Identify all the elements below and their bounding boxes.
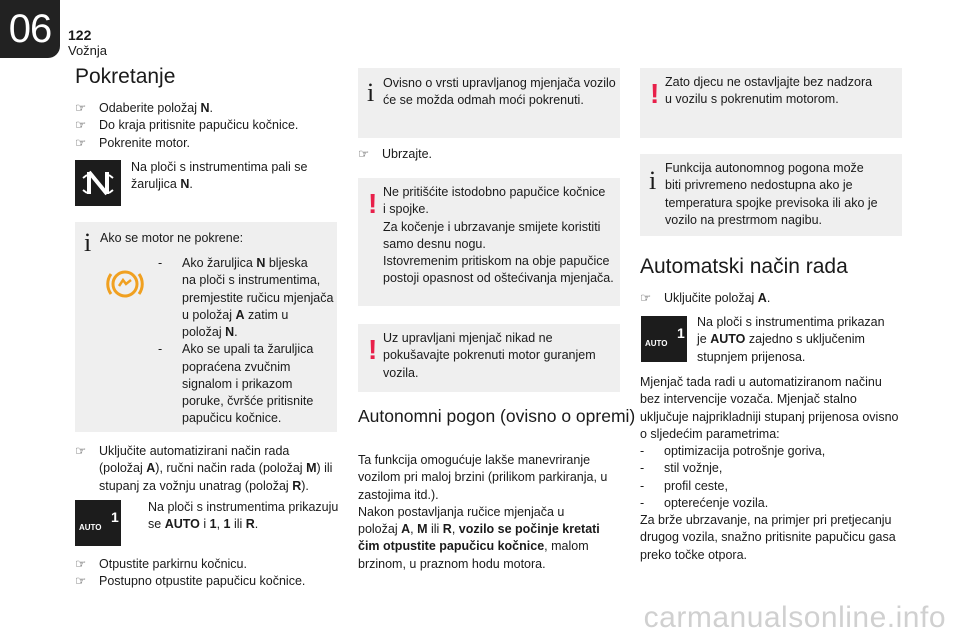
- hand-icon: ☞: [75, 574, 87, 589]
- hand-icon: ☞: [75, 118, 87, 133]
- hand-icon: ☞: [75, 444, 87, 458]
- automatic-mode-title: Automatski način rada: [640, 255, 848, 278]
- auto-mode-step: ☞ Uključite automatizirani način rada (položaj A), ručni način rada (položaj M) ili stupanj za vožnju unatrag (položaj R).: [75, 444, 333, 493]
- info-icon: i: [84, 228, 92, 257]
- auto-lamp-text: Na ploči s instrumentima prikazuju se AUTO i 1, 1 ili R.: [148, 500, 339, 532]
- step-select-n: ☞ Odaberite položaj N.: [75, 100, 345, 117]
- info-items: [158, 255, 336, 428]
- param-item: - profil ceste,: [640, 478, 728, 493]
- automatic-lamp-text: Na ploči s instrumentima prikazan je AUTO zajedno s uključenim stupnjem prijenosa.: [697, 315, 885, 364]
- param-item: - opterećenje vozila.: [640, 495, 769, 510]
- n-lamp-icon: [75, 160, 121, 206]
- children-warning-box: ! Zato djecu ne ostavljajte bez nadzora u vozilu s pokrenutim motorom.: [640, 68, 902, 138]
- section-name: Vožnja: [68, 43, 108, 58]
- param-item: - stil vožnje,: [640, 461, 723, 476]
- gearbox-warning-icon: [105, 264, 145, 304]
- info-icon: i: [367, 78, 375, 107]
- hand-icon: ☞: [358, 147, 370, 161]
- final-steps: ☞ Otpustite parkirnu kočnicu. ☞ Postupno otpustite papučicu kočnice.: [75, 556, 345, 591]
- start-steps: [75, 100, 345, 152]
- hand-icon: ☞: [75, 135, 87, 150]
- autonomous-unavailable-info-box: i Funkcija autonomnog pogona može biti privremeno nedostupna ako je temperatura spojke previsoka ili ako je vozilo na prestrmom nagibu.: [640, 154, 902, 236]
- hand-icon: ☞: [640, 291, 652, 305]
- auto-lamp-icon: AUTO 1: [641, 316, 687, 362]
- warning-icon: !: [368, 188, 378, 219]
- info-box-title: Ako se motor ne pokrene:: [100, 231, 244, 245]
- push-start-warning-box: ! Uz upravljani mjenjač nikad ne pokušavajte pokrenuti motor guranjem vozila.: [358, 324, 620, 392]
- automatic-mode-step: ☞ Uključite položaj A.: [640, 290, 902, 307]
- step-press-brake: ☞ Do kraja pritisnite papučicu kočnice.: [75, 117, 345, 134]
- step-start-engine: ☞ Pokrenite motor.: [75, 135, 345, 152]
- warning-icon: !: [650, 78, 660, 109]
- gearbox-type-info-box: i Ovisno o vrsti upravljanog mjenjača vozilo će se možda odmah moći pokrenuti.: [358, 68, 620, 138]
- info-icon: i: [649, 166, 657, 195]
- engine-not-start-box: [75, 222, 337, 432]
- watermark: carmanualsonline.info: [643, 600, 946, 634]
- page-title: Pokretanje: [75, 65, 176, 88]
- param-item: - optimizacija potrošnje goriva,: [640, 444, 826, 458]
- auto-lamp-icon: AUTO 1: [75, 500, 121, 546]
- accelerate-step: ☞ Ubrzajte.: [358, 146, 620, 163]
- autonomous-drive-paragraph: Ta funkcija omogućuje lakše manevriranje vozilom pri maloj brzini (prilikom parkiranja, u zastojima itd.). Nakon postavljanja ručice mjenjača u položaj A, M ili R, vozilo se počinje kretati čim otpustite papučicu kočnice, malom brzinom, u praznom hodu motora.: [358, 453, 608, 571]
- pedal-warning-box: ! Ne pritišćite istodobno papučice kočnice i spojke. Za kočenje i ubrzavanje smijete koristiti samo desnu nogu. Istovremenim pritiskom na obje papučice postoji opasnost od oštećivanja mjenjača.: [358, 178, 620, 306]
- hand-icon: ☞: [75, 101, 87, 115]
- hand-icon: ☞: [75, 557, 87, 571]
- automatic-mode-paragraph: Mjenjač tada radi u automatiziranom načinu bez intervencije vozača. Mjenjač stalno uključuje najprikladniji stupanj prijenosa ovisno o sljedećim parametrima: - optimizacija potrošnje goriva, - stil vožnje, - profil ceste, - opterećenje vozila. Za brže ubrzavanje, na primjer pri pretjecanju drugog vozila, snažno pritisnite papučicu gasa preko točke otpora.: [640, 374, 920, 564]
- page-number: 122: [68, 27, 92, 43]
- info-item-blinking: - Ako žaruljica N bljeska na ploči s instrumentima, premjestite ručicu mjenjača u položaj A zatim u položaj N.: [158, 256, 334, 339]
- info-item-lit: - Ako se upali ta žaruljica popraćena zvučnim signalom i prikazom poruke, čvršće pritisnite papučicu kočnice.: [158, 342, 314, 426]
- autonomous-drive-subtitle: Autonomni pogon (ovisno o opremi): [358, 406, 636, 426]
- n-lamp-text: Na ploči s instrumentima pali se žaruljica N.: [131, 160, 308, 192]
- chapter-tab: 06: [0, 0, 60, 58]
- warning-icon: !: [368, 334, 378, 365]
